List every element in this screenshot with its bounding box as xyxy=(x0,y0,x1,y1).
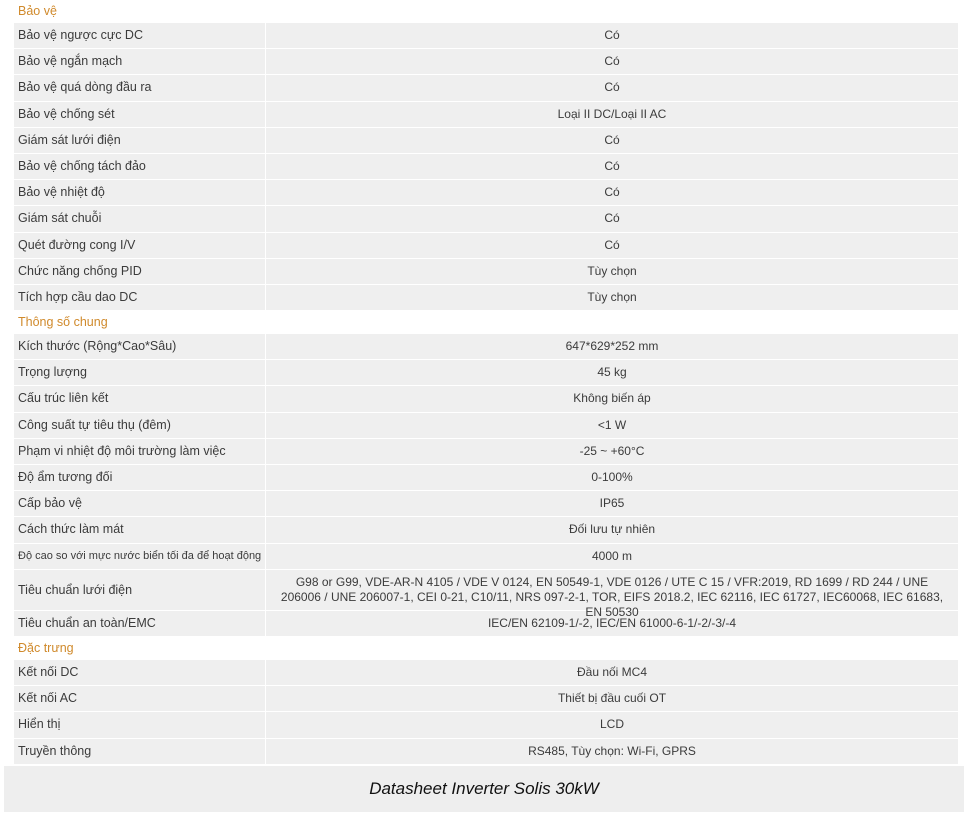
table-row xyxy=(14,154,958,180)
table-row xyxy=(14,128,958,154)
row-label: Tiêu chuẩn an toàn/EMC xyxy=(14,611,266,636)
row-value: Có xyxy=(604,158,620,173)
table-row xyxy=(14,285,958,311)
row-value: LCD xyxy=(599,717,624,732)
row-label: Bảo vệ nhiệt độ xyxy=(14,180,266,205)
table-row xyxy=(14,180,958,206)
table-row xyxy=(14,739,958,765)
table-row xyxy=(14,686,958,712)
table-row xyxy=(14,544,958,570)
table-row xyxy=(14,206,958,232)
section-title-general: Thông số chung xyxy=(14,311,958,334)
row-label: Giám sát lưới điện xyxy=(14,128,266,153)
table-row xyxy=(14,386,958,412)
datasheet-table xyxy=(14,0,958,760)
table-row xyxy=(14,570,958,619)
row-label: Cấp bảo vệ xyxy=(14,491,266,516)
row-value: IP65 xyxy=(599,496,625,511)
row-value: 0-100% xyxy=(591,470,633,484)
row-value: Tùy chọn xyxy=(587,289,637,304)
row-label: Kích thước (Rộng*Cao*Sâu) xyxy=(14,334,266,359)
row-value: Tùy chọn xyxy=(587,263,637,278)
row-value: G98 or G99, VDE-AR-N 4105 / VDE V 0124, EN 50549-1, VDE 0126 / UTE C 15 / VFR:2019, RD 1699 / RD 244 / UNE 206006 / UNE 206007-1, CEI 0-21, C10/11, NRS 097-2-1, TOR, EIFS 2018.2, IEC 62116, IEC 61727, IEC60068, IEC 61683, EN 50530 xyxy=(280,574,944,619)
table-row xyxy=(14,23,958,49)
row-value: Thiết bị đầu cuối OT xyxy=(557,691,667,706)
row-value: 4000 m xyxy=(591,548,633,563)
row-value: Không biến áp xyxy=(573,391,651,406)
table-row xyxy=(14,360,958,386)
row-value: Đối lưu tự nhiên xyxy=(568,522,656,537)
row-value: Có xyxy=(604,185,620,200)
row-value: Có xyxy=(604,80,620,95)
row-value: -25 ~ +60°C xyxy=(579,443,645,458)
row-label: Độ ẩm tương đối xyxy=(14,465,266,490)
table-row xyxy=(14,465,958,491)
table-row xyxy=(14,233,958,259)
table-row xyxy=(14,712,958,738)
row-label: Kết nối DC xyxy=(14,660,266,685)
table-row xyxy=(14,413,958,439)
row-value: IEC/EN 62109-1/-2, IEC/EN 61000-6-1/-2/-3/-4 xyxy=(487,615,737,630)
caption: Datasheet Inverter Solis 30kW xyxy=(369,779,599,798)
table-row xyxy=(14,49,958,75)
row-value: Loại II DC/Loại II AC xyxy=(557,106,667,121)
row-value: <1 W xyxy=(597,417,627,432)
section-title-features: Đặc trưng xyxy=(14,637,958,660)
row-value: 45 kg xyxy=(597,365,627,380)
table-row xyxy=(14,491,958,517)
table-row xyxy=(14,334,958,360)
row-value: Có xyxy=(604,237,620,252)
row-label: Kết nối AC xyxy=(14,686,266,711)
table-row xyxy=(14,660,958,686)
row-label: Giám sát chuỗi xyxy=(14,206,266,231)
row-label: Bảo vệ chống tách đảo xyxy=(14,154,266,179)
row-value: 647*629*252 mm xyxy=(565,339,659,354)
row-value: Có xyxy=(604,211,620,226)
row-label: Quét đường cong I/V xyxy=(14,233,266,258)
caption-box xyxy=(4,766,964,812)
table-row xyxy=(14,102,958,128)
row-label: Truyền thông xyxy=(14,739,266,764)
table-row xyxy=(14,517,958,543)
row-label: Công suất tự tiêu thụ (đêm) xyxy=(14,413,266,438)
section-title-protection: Bảo vệ xyxy=(14,0,958,23)
row-label: Cấu trúc liên kết xyxy=(14,386,266,411)
row-label: Trọng lượng xyxy=(14,360,266,385)
row-label: Tiêu chuẩn lưới điện xyxy=(14,570,266,610)
table-row xyxy=(14,439,958,465)
row-label: Chức năng chống PID xyxy=(14,259,266,284)
row-label: Hiển thị xyxy=(14,712,266,737)
table-row xyxy=(14,611,958,637)
row-value: Có xyxy=(604,54,620,69)
row-value: Đầu nối MC4 xyxy=(576,664,648,679)
row-label: Bảo vệ ngược cực DC xyxy=(14,23,266,48)
row-value: Có xyxy=(604,28,620,42)
row-label: Bảo vệ quá dòng đầu ra xyxy=(14,75,266,100)
row-label: Bảo vệ ngắn mạch xyxy=(14,49,266,74)
row-label: Phạm vi nhiệt độ môi trường làm việc xyxy=(14,439,266,464)
row-label: Cách thức làm mát xyxy=(14,517,266,542)
row-label: Độ cao so với mực nước biển tối đa để hoạt động xyxy=(14,544,266,569)
row-label: Bảo vệ chống sét xyxy=(14,102,266,127)
table-row xyxy=(14,75,958,101)
row-label: Tích hợp cầu dao DC xyxy=(14,285,266,310)
row-value: RS485, Tùy chọn: Wi-Fi, GPRS xyxy=(528,743,696,758)
table-row xyxy=(14,259,958,285)
row-value: Có xyxy=(604,132,620,147)
